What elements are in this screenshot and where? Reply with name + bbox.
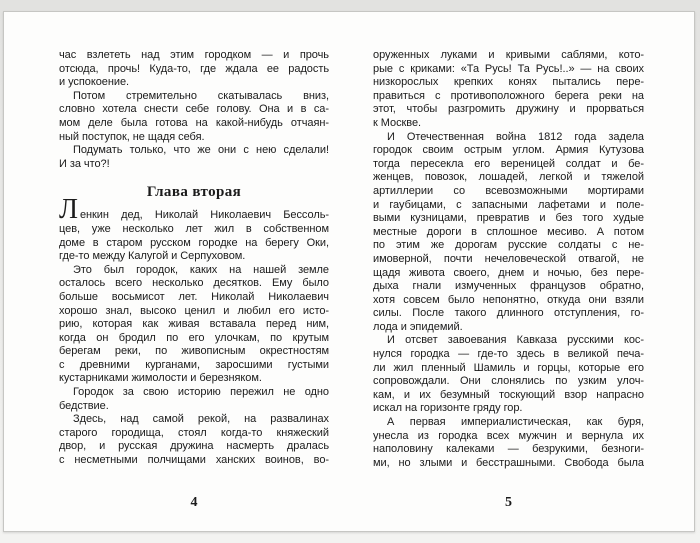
text-line: дыха гнали измученных французов обратно, <box>373 280 644 293</box>
text-line: щадя живота своего, днем и ночью, без пере- <box>373 266 644 279</box>
text-line: час взлететь над этим городком — и прочь <box>59 49 329 61</box>
text-line: кустарниками жимолости и березняком. <box>59 372 262 385</box>
text-line: кам, и их безумный тоскующий взор напрасно <box>373 388 644 401</box>
text-line: этот, чтобы разгромить дружину и прорваться <box>373 103 644 116</box>
text-line: цев, уже несколько лет жил в собственном <box>59 222 329 235</box>
text-line: Подумать только, что же они с нею сделали! <box>73 144 329 157</box>
page-left-content <box>59 49 329 468</box>
text-line: унесла из городка всех мужчин и вернула их <box>373 429 644 442</box>
text-line: И отсвет завоевания Кавказа русскими кос- <box>387 334 644 347</box>
text-line: осталось всего несколько десятков. Ему было <box>59 277 329 290</box>
text-line: оруженных луками и кривыми саблями, кото- <box>373 49 644 61</box>
text-line: по этим же дорогам русские солдаты с не- <box>373 239 644 252</box>
text-line: хотя совсем было непонятно, откуда они взяли <box>373 293 644 306</box>
text-line: силы. После такого длинного отступления, го- <box>373 307 644 320</box>
text-line: лода и эпидемий. <box>373 320 463 333</box>
text-line: городок своим острым углом. Армия Кутузова <box>373 144 644 157</box>
text-line: Это был городок, каких на нашей земле <box>73 263 329 276</box>
book-spread-sheet <box>3 11 695 532</box>
text-line: ный поступок, не щадя себя. <box>59 130 205 143</box>
text-line: сопровождали. Они слонялись по узким улоч- <box>373 375 644 388</box>
page-number-right: 5 <box>505 495 512 510</box>
text-line: с древними курганами, заросшими густыми <box>59 358 329 371</box>
text-line: Здесь, над самой рекой, на развалинах <box>73 413 329 426</box>
text-line: рые с криками: «Та Русь! Та Русь!..» — на своих <box>373 62 644 75</box>
text-line: выми кузницами, превратив и без того худые <box>373 212 644 225</box>
text-line: тогда пересекла его вереницей солдат и бе- <box>373 157 644 170</box>
text-line: ми, но злыми и бесстрашными. Свобода была <box>373 456 644 469</box>
page-right-content <box>373 49 644 470</box>
text-line: отсюда, прочь! Куда-то, где ждала ее радость <box>59 62 329 75</box>
text-line: местные дороги в сплошное месиво. А потом <box>373 225 644 238</box>
chapter-heading: Глава вторая <box>146 184 242 201</box>
text-line: имоверной, почти нечеловеческой отвагой, не <box>373 252 644 265</box>
text-line: и гаубицами, с запасными лафетами и поле- <box>373 198 644 211</box>
text-line: где-то между Калугой и Серпуховом. <box>59 250 246 263</box>
text-line: мом деле была готова на какой-нибудь отчаян- <box>59 116 329 129</box>
page-number-left: 4 <box>190 495 198 510</box>
text-line: к Москве. <box>373 116 422 129</box>
text-line: А первая империалистическая, как буря, <box>387 416 644 429</box>
text-line: наполовину калеками — безрукими, безноги- <box>373 443 644 456</box>
text-line: ли жил пленный Шамиль и горцы, которые его <box>373 361 644 374</box>
text-line: бедствие. <box>59 399 109 412</box>
text-line: Городок за свою историю пережил не одно <box>73 386 329 399</box>
text-line: когда он бродил по его улочкам, по крутым <box>59 331 329 344</box>
drop-cap-letter: Л <box>59 194 78 226</box>
text-line: низкорослых крепких конях пытались пере- <box>373 76 644 89</box>
text-line: искал на горизонте гряду гор. <box>373 402 523 415</box>
text-line: словно хотела снести себе голову. Она и в са- <box>59 103 329 116</box>
text-line: И за что?! <box>59 157 110 170</box>
text-line: правиться с противоположного берега реки на <box>373 89 644 102</box>
text-line: и успокоение. <box>59 76 130 89</box>
text-line: двор, и русская дружина насмерть дралась <box>59 440 329 453</box>
text-line: рию, которая как живая вставала перед ним, <box>59 318 329 331</box>
text-line: И Отечественная война 1812 года задела <box>387 130 644 143</box>
text-line: артиллерии со всевозможными мортирами <box>373 184 644 197</box>
text-line: нулся городка — где-то здесь в великой печа- <box>373 348 644 361</box>
text-line: больше восьмисот лет. Николай Николаевич <box>59 290 329 303</box>
text-line: доме в старом русском городке на берегу Оки, <box>59 236 329 249</box>
text-line: старого городища, стоял когда-то княжеский <box>59 426 329 439</box>
text-line: с несметными полчищами ханских воинов, во- <box>59 454 329 467</box>
text-line: Ленкин дед, Николай Николаевич Бессоль- <box>59 194 329 226</box>
text-line: женцев, повозок, лошадей, легкой и тяжелой <box>373 171 644 184</box>
text-line: берегам реки, по живописным окрестностям <box>59 345 329 358</box>
text-line: Потом стремительно скатывалась вниз, <box>73 89 329 102</box>
text-line: хорошо знал, высоко ценил и любил его исто- <box>59 304 329 317</box>
